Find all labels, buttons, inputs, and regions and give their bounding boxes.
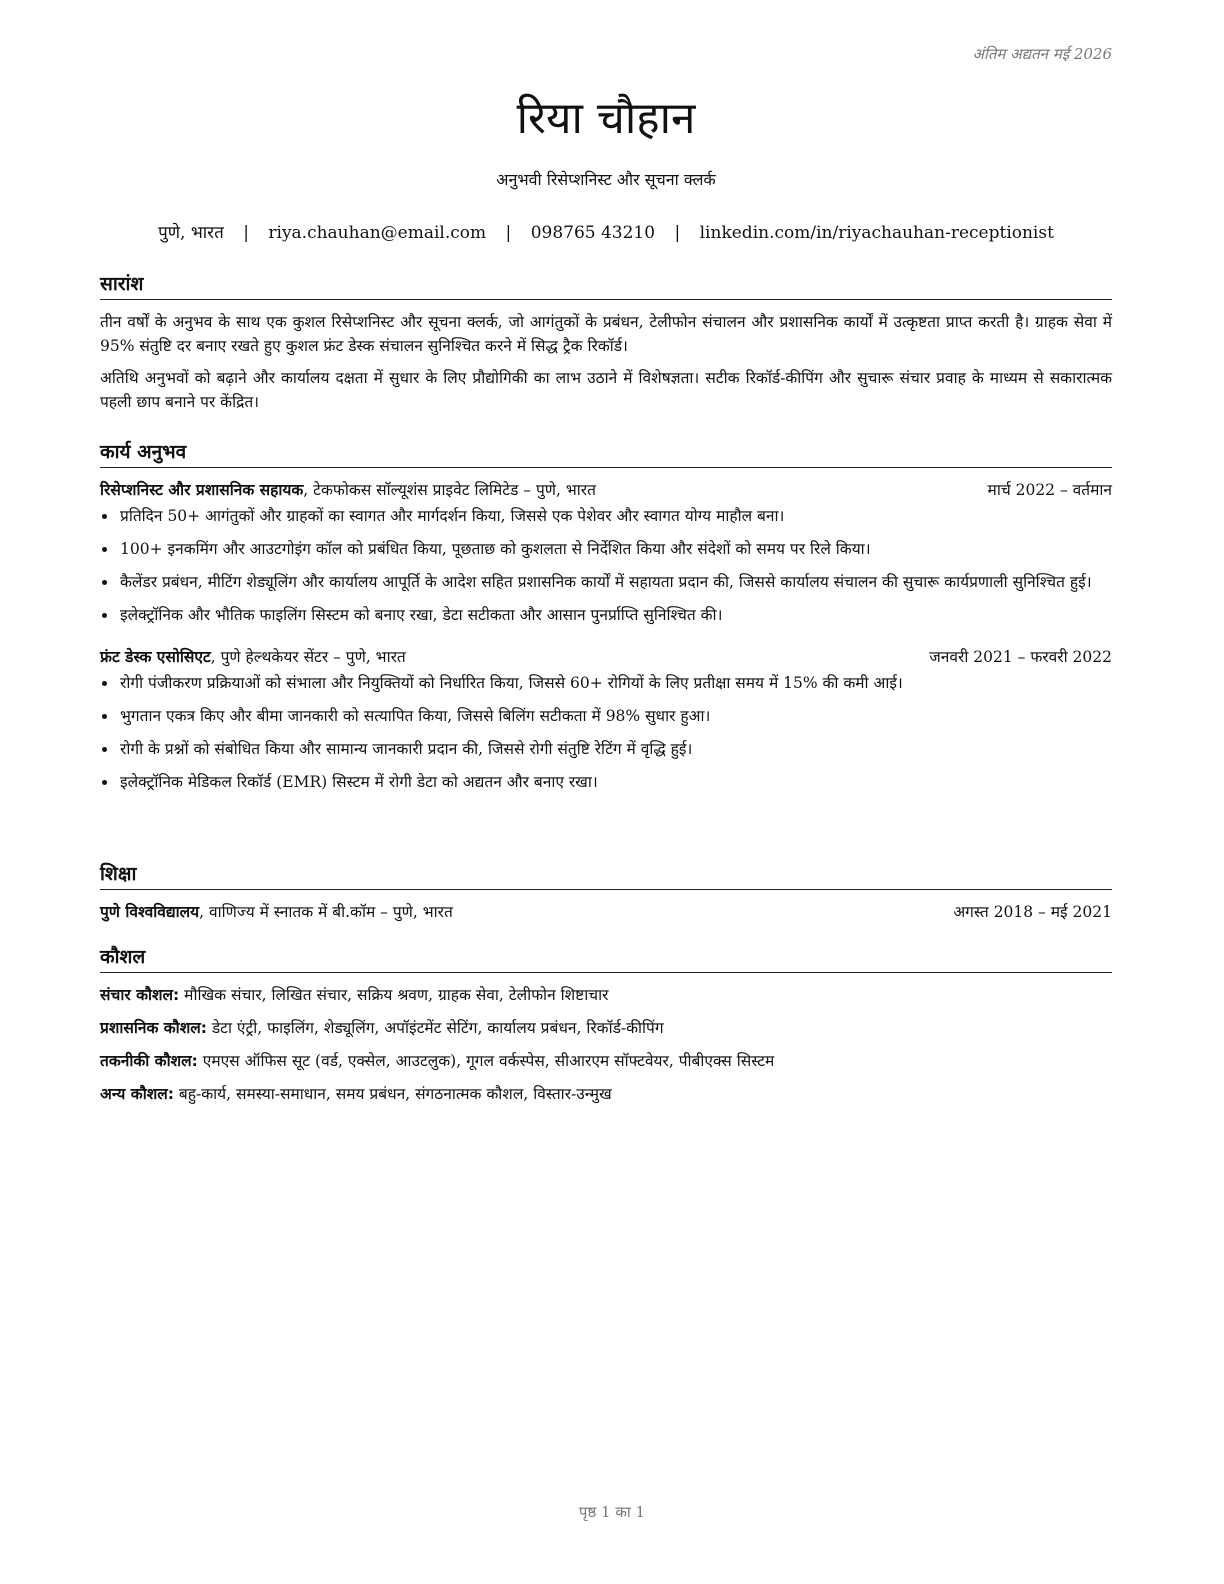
summary-section bbox=[100, 270, 1112, 422]
job-bullet: • रोगी के प्रश्नों को संबोधित किया और सामान्य जानकारी प्रदान की, जिससे रोगी संतुष्टि रेटिंग में वृद्धि हुई। bbox=[118, 737, 1112, 761]
job-bullet: • इलेक्ट्रॉनिक और भौतिक फाइलिंग सिस्टम को बनाए रखा, डेटा सटीकता और आसान पुनर्प्राप्ति सुनिश्चित की। bbox=[118, 603, 1112, 627]
contact-location: पुणे, भारत bbox=[158, 223, 224, 243]
education-heading: शिक्षा bbox=[100, 860, 1112, 890]
job-bullet: • इलेक्ट्रॉनिक मेडिकल रिकॉर्ड (EMR) सिस्टम में रोगी डेटा को अद्यतन और बनाए रखा। bbox=[118, 770, 1112, 794]
resume-page bbox=[100, 0, 1112, 1584]
experience-heading: कार्य अनुभव bbox=[100, 438, 1112, 468]
contact-linkedin[interactable]: linkedin.com/in/riyachauhan-receptionist bbox=[699, 223, 1054, 243]
job-header bbox=[100, 478, 1112, 502]
job-org: , टेकफोकस सॉल्यूशंस प्राइवेट लिमिटेड – पुणे, भारत bbox=[303, 481, 596, 499]
contact-phone: 098765 43210 bbox=[530, 223, 656, 243]
skill-line bbox=[100, 1082, 1112, 1106]
skill-label: प्रशासनिक कौशल: bbox=[100, 1019, 207, 1037]
education-line bbox=[100, 900, 453, 924]
job-entry bbox=[100, 645, 1112, 794]
job-header bbox=[100, 645, 1112, 669]
job-role: फ्रंट डेस्क एसोसिएट bbox=[100, 648, 211, 666]
job-bullets bbox=[100, 504, 1112, 627]
job-title-line bbox=[100, 478, 596, 502]
education-dates: अगस्त 2018 – मई 2021 bbox=[953, 903, 1112, 921]
skill-label: संचार कौशल: bbox=[100, 986, 180, 1004]
page-number: पृष्ठ 1 का 1 bbox=[578, 1503, 646, 1521]
job-org: , पुणे हेल्थकेयर सेंटर – पुणे, भारत bbox=[210, 648, 406, 666]
job-bullet: • प्रतिदिन 50+ आगंतुकों और ग्राहकों का स्वागत और मार्गदर्शन किया, जिससे एक पेशेवर और स्वागत योग्य माहौल बना। bbox=[118, 504, 1112, 528]
skill-value: डेटा एंट्री, फाइलिंग, शेड्यूलिंग, अपॉइंटमेंट सेटिंग, कार्यालय प्रबंधन, रिकॉर्ड-कीपिंग bbox=[206, 1019, 664, 1037]
education-institution: पुणे विश्वविद्यालय bbox=[100, 903, 200, 921]
skill-line bbox=[100, 1049, 1112, 1073]
last-updated: अंतिम अद्यतन मई 2026 bbox=[972, 45, 1112, 63]
skill-label: अन्य कौशल: bbox=[100, 1085, 174, 1103]
education-detail: , वाणिज्य में स्नातक में बी.कॉम – पुणे, भारत bbox=[199, 903, 453, 921]
skills-heading: कौशल bbox=[100, 943, 1112, 973]
job-bullet: • रोगी पंजीकरण प्रक्रियाओं को संभाला और नियुक्तियों को निर्धारित किया, जिससे 60+ रोगियों के लिए प्रतीक्षा समय में 15% की कमी आई। bbox=[118, 671, 1112, 695]
summary-heading: सारांश bbox=[100, 270, 1112, 300]
contact-email[interactable]: riya.chauhan@email.com bbox=[268, 223, 487, 243]
job-bullet: • भुगतान एकत्र किए और बीमा जानकारी को सत्यापित किया, जिससे बिलिंग सटीकता में 98% सुधार हुआ। bbox=[118, 704, 1112, 728]
job-dates: मार्च 2022 – वर्तमान bbox=[987, 481, 1112, 499]
skill-value: बहु-कार्य, समस्या-समाधान, समय प्रबंधन, संगठनात्मक कौशल, विस्तार-उन्मुख bbox=[173, 1085, 612, 1103]
skill-line bbox=[100, 983, 1112, 1007]
education-section bbox=[100, 860, 1112, 924]
candidate-name: रिया चौहान bbox=[516, 93, 696, 144]
job-role: रिसेप्शनिस्ट और प्रशासनिक सहायक bbox=[100, 481, 304, 499]
job-entry bbox=[100, 478, 1112, 627]
job-dates: जनवरी 2021 – फरवरी 2022 bbox=[929, 648, 1112, 666]
job-bullet: • 100+ इनकमिंग और आउटगोइंग कॉल को प्रबंधित किया, पूछताछ को कुशलता से निर्देशित किया और संदेशों को समय पर रिले किया। bbox=[118, 537, 1112, 561]
skills-section bbox=[100, 943, 1112, 1115]
skill-value: मौखिक संचार, लिखित संचार, सक्रिय श्रवण, ग्राहक सेवा, टेलीफोन शिष्टाचार bbox=[179, 986, 609, 1004]
job-bullets bbox=[100, 671, 1112, 794]
contact-separator: | bbox=[674, 223, 681, 243]
summary-paragraph: तीन वर्षों के अनुभव के साथ एक कुशल रिसेप्शनिस्ट और सूचना क्लर्क, जो आगंतुकों के प्रबंधन, टेलीफोन संचालन और प्रशासनिक कार्यों में उत्कृष्टता प्राप्त करती है। ग्राहक सेवा में 95% संतुष्टि दर बनाए रखते हुए कुशल फ्रंट डेस्क संचालन सुनिश्चित करने में सिद्ध ट्रैक रिकॉर्ड। bbox=[100, 313, 1112, 355]
experience-section bbox=[100, 438, 1112, 803]
job-title-line bbox=[100, 645, 406, 669]
skill-line bbox=[100, 1016, 1112, 1040]
skill-value: एमएस ऑफिस सूट (वर्ड, एक्सेल, आउटलुक), गूगल वर्कस्पेस, सीआरएम सॉफ्टवेयर, पीबीएक्स सिस्टम bbox=[197, 1052, 775, 1070]
skill-label: तकनीकी कौशल: bbox=[100, 1052, 198, 1070]
contact-separator: | bbox=[243, 223, 249, 243]
job-bullet: • कैलेंडर प्रबंधन, मीटिंग शेड्यूलिंग और कार्यालय आपूर्ति के आदेश सहित प्रशासनिक कार्यों में सहायता प्रदान की, जिससे कार्यालय संचालन की सुचारू कार्यप्रणाली सुनिश्चित हुई। bbox=[118, 570, 1112, 594]
education-entry bbox=[100, 900, 1112, 924]
contact-line bbox=[100, 220, 1112, 243]
summary-paragraph: अतिथि अनुभवों को बढ़ाने और कार्यालय दक्षता में सुधार के लिए प्रौद्योगिकी का लाभ उठाने में विशेषज्ञता। सटीक रिकॉर्ड-कीपिंग और सुचारू संचार प्रवाह के माध्यम से सकारात्मक पहली छाप बनाने पर केंद्रित। bbox=[100, 369, 1112, 411]
candidate-tagline: अनुभवी रिसेप्शनिस्ट और सूचना क्लर्क bbox=[496, 170, 716, 189]
contact-separator: | bbox=[505, 223, 512, 243]
